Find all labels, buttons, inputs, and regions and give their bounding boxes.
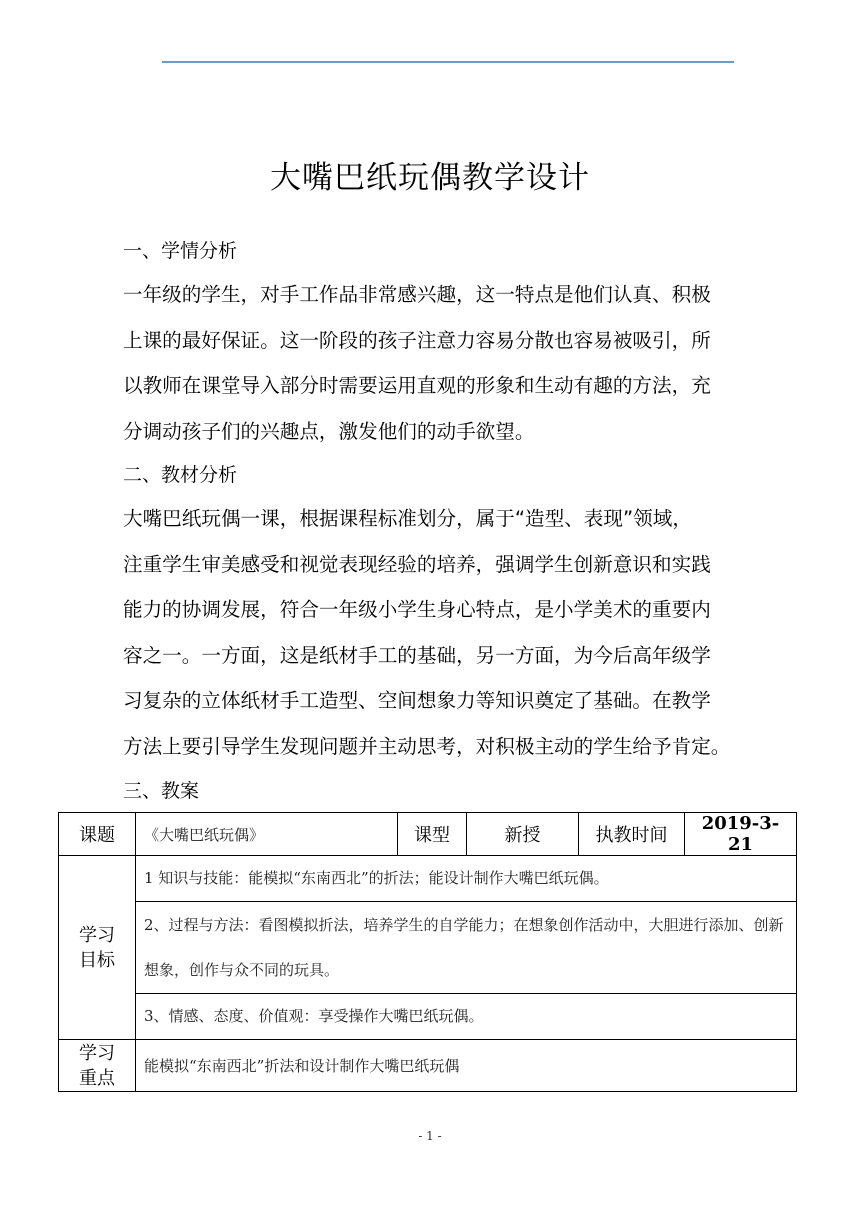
paragraph-line: 大嘴巴纸玩偶一课，根据课程标准划分，属于“造型、表现”领域， (123, 507, 692, 530)
paragraph-line: 注重学生审美感受和视觉表现经验的培养，强调学生创新意识和实践 (123, 552, 711, 576)
goal-attitude: 3、情感、态度、价值观：享受操作大嘴巴纸玩偶。 (136, 994, 797, 1040)
table-row (59, 902, 797, 994)
type-value: 新授 (467, 813, 579, 856)
type-label: 课型 (398, 813, 467, 856)
paragraph-line: 容之一。一方面，这是纸材手工的基础，另一方面，为今后高年级学 (123, 643, 711, 667)
date-label: 执教时间 (579, 813, 685, 856)
paragraph-line: 一年级的学生，对手工作品非常感兴趣，这一特点是他们认真、积极 (123, 283, 711, 306)
section-heading-material-analysis: 二、教材分析 (123, 464, 238, 486)
goals-label-line-1: 学习 (79, 924, 115, 946)
paragraph-line: 习复杂的立体纸材手工造型、空间想象力等知识奠定了基础。在教学 (123, 689, 711, 712)
table-row (59, 1040, 797, 1092)
focus-label-line-2: 重点 (79, 1067, 115, 1089)
goal-knowledge: 1 知识与技能：能模拟“东南西北”的折法；能设计制作大嘴巴纸玩偶。 (136, 856, 797, 902)
section-heading-lesson-plan: 三、教案 (123, 780, 200, 802)
goal-process: 2、过程与方法：看图模拟折法，培养学生的自学能力；在想象创作活动中，大胆进行添加、创新想象，创作与众不同的玩具。 (136, 902, 797, 994)
paragraph-line: 能力的协调发展，符合一年级小学生身心特点，是小学美术的重要内 (123, 598, 711, 621)
table-row (59, 813, 797, 856)
paragraph-line: 上课的最好保证。这一阶段的孩子注意力容易分散也容易被吸引，所 (123, 328, 711, 352)
paragraph-line: 分调动孩子们的兴趣点，激发他们的动手欲望。 (123, 419, 535, 443)
topic-value: 《大嘴巴纸玩偶》 (136, 813, 398, 856)
table-row (59, 994, 797, 1040)
topic-label: 课题 (59, 813, 136, 856)
focus-value: 能模拟“东南西北”折法和设计制作大嘴巴纸玩偶 (136, 1040, 797, 1092)
goals-label-line-2: 目标 (79, 949, 115, 971)
section-heading-learner-analysis: 一、学情分析 (123, 240, 238, 262)
goals-label (59, 856, 136, 1040)
date-value: 2019-3-21 (685, 813, 797, 856)
page-number: - 1 - (418, 1129, 442, 1143)
material-analysis-paragraph (123, 496, 743, 769)
header-rule (162, 61, 734, 63)
learner-analysis-paragraph (123, 272, 743, 454)
table-row (59, 856, 797, 902)
paragraph-line: 以教师在课堂导入部分时需要运用直观的形象和生动有趣的方法，充 (123, 374, 711, 397)
focus-label (59, 1040, 136, 1092)
paragraph-line: 方法上要引导学生发现问题并主动思考，对积极主动的学生给予肯定。 (123, 734, 731, 758)
lesson-plan-table (58, 812, 797, 1092)
document-title: 大嘴巴纸玩偶教学设计 (270, 160, 590, 196)
focus-label-line-1: 学习 (79, 1042, 115, 1064)
